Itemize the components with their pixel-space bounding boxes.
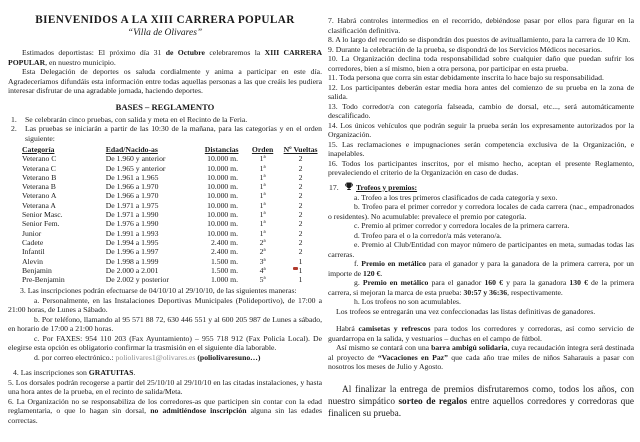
- table-cell: De 1.961 a 1.965: [105, 172, 159, 182]
- categories-table: [22, 145, 322, 284]
- final-paragraph: Al finalizar la entrega de premios disfrutaremos como, todos los años, con nuestro simpático sorteo de regalos entre aquellos corredores y corredoras que finalicen su prueba.: [328, 384, 634, 420]
- trophy-icon: [345, 182, 353, 194]
- intro-paragraph-2: Esta Delegación de deportes os saluda cordialmente y anima a participar en este día. Agradeceríamos difundáis esta información entre todas aquellas personas a las que creáis les pudiera interesar disfrutar de una agradable jornada, haciendo deportes.: [8, 67, 322, 95]
- rule-item-2-number: 2.: [11, 124, 17, 133]
- table-cell: 10.000 m.: [207, 172, 239, 182]
- table-cell: 1: [298, 265, 303, 275]
- table-cell: De 1.996 a 1.997: [105, 247, 159, 257]
- table-cell: 1ª: [259, 172, 266, 182]
- table-cell: 5ª: [259, 275, 266, 285]
- table-header-row: [22, 145, 322, 154]
- right-column: [328, 4, 634, 442]
- table-cell: 10.000 m.: [207, 163, 239, 173]
- table-cell: 2: [298, 228, 303, 238]
- table-cell: 2: [298, 154, 303, 164]
- table-cell: 1: [298, 275, 303, 285]
- table-row: [22, 247, 322, 256]
- bases-heading: BASES – REGLAMENTO: [115, 101, 215, 112]
- table-cell: De 1.971 a 1.990: [105, 210, 159, 220]
- table-cell: 2: [298, 200, 303, 210]
- prize-item-e: e. Premio al Club/Entidad con mayor número de participantes en meta, sumadas todas las carreras.: [328, 240, 634, 259]
- table-row: [22, 191, 322, 200]
- table-cell: 1ª: [259, 163, 266, 173]
- table-cell: Junior: [22, 228, 42, 238]
- table-row: [22, 275, 322, 284]
- table-cell: De 1.998 a 1.999: [105, 256, 159, 266]
- table-cell: 10.000 m.: [207, 200, 239, 210]
- table-cell: De 1.965 y anterior: [105, 163, 166, 173]
- rule-item-16: 16. Todos los participantes inscritos, por el mismo hecho, aceptan el presente Reglamento, prevaleciendo el criterio de la Organización en caso de dudas.: [328, 158, 634, 177]
- table-row: [22, 173, 322, 182]
- prize-item-a: a. Trofeo a los tres primeros clasificados de cada categoría y sexo.: [354, 192, 558, 202]
- table-cell: 1.500 m.: [210, 256, 239, 266]
- page-title: BIENVENIDOS A LA XIII CARRERA POPULAR: [35, 14, 295, 26]
- table-cell: Veterano B: [22, 172, 57, 182]
- prize-item-f: f. Premio en metálico para el ganador y para la ganadora de la primera carrera, por un importe de 120 €.: [328, 259, 635, 278]
- table-cell: 2.400 m.: [210, 247, 239, 257]
- table-cell: 1: [298, 256, 303, 266]
- table-cell: 1.500 m.: [210, 265, 239, 275]
- table-row: [22, 210, 322, 219]
- table-row: [22, 182, 322, 191]
- rule-item-5: 5. Los dorsales podrán recogerse a partir del 25/10/10 al 29/10/10 en las citadas instalaciones, y hasta una hora antes de la prueba, en el recinto de salida/Meta.: [8, 377, 322, 397]
- table-cell: 2.400 m.: [210, 237, 239, 247]
- table-cell: Veterana A: [22, 200, 56, 210]
- intro-paragraph-1: Estimados deportistas: El próximo día 31 de Octubre celebraremos la XIII CARRERA POPULAR, en nuestro municipio.: [8, 48, 322, 67]
- table-cell: 2: [298, 191, 303, 201]
- table-cell: 2: [298, 219, 303, 229]
- table-row: [22, 201, 322, 210]
- rule-item-8: 8. A lo largo del recorrido se dispondrán dos puestos de avituallamiento, para la carrera de 10 Km.: [328, 35, 631, 44]
- table-cell: De 2.000 a 2.001: [105, 265, 159, 275]
- table-cell: Senior Masc.: [22, 210, 63, 220]
- table-cell: De 1.971 a 1.975: [105, 200, 159, 210]
- table-cell: 2ª: [259, 237, 266, 247]
- rule-item-3: 3. Las inscripciones podrán efectuarse de 04/10/10 al 29/10/10, de las siguientes maneras:: [20, 286, 297, 296]
- table-cell: 3ª: [259, 256, 266, 266]
- table-cell: 1ª: [259, 210, 266, 220]
- rule-item-10: 10. La Organización declina toda responsabilidad sobre cualquier daño que puedan sufrir los corredores, bien a sí mismo, bien a otra persona, por participar en esta prueba.: [328, 54, 634, 73]
- table-cell: De 1.960 y anterior: [105, 154, 166, 164]
- table-header-cell: Edad/Nacido-as: [105, 145, 158, 154]
- rule-item-13: 13. Todo corredor/a con categoría falseada, cambio de dorsal, etc..., será automáticamente descalificado.: [328, 101, 634, 120]
- table-cell: 4ª: [259, 265, 266, 275]
- trophies-closing-note: Los trofeos se entregarán una vez confeccionadas las listas definitivas de ganadores.: [336, 306, 596, 316]
- rule-item-1-text: Se celebrarán cinco pruebas, con salida y meta en el Recinto de la Feria.: [25, 114, 248, 124]
- prize-item-c: c. Premio al primer corredor y corredora locales de la primera carrera.: [354, 221, 570, 230]
- rule-item-3d: d. por correo electrónico.: poliolivares1@olivares.es (poliolivaresuno…): [34, 352, 261, 362]
- rule-item-17-number: 17.: [329, 182, 339, 192]
- table-cell: Infantil: [22, 247, 45, 257]
- table-row: [22, 154, 322, 163]
- rule-item-6: 6. La Organización no se responsabiliza de los corredores-as que participen sin contar con la edad reglamentaria, o que lo hagan sin dorsal, no admitiéndose inscripción alguna sin las edades correctas.: [8, 396, 322, 425]
- table-cell: 1ª: [259, 191, 266, 201]
- table-cell: 1ª: [259, 154, 266, 164]
- page-subtitle: “Villa de Olivares”: [127, 28, 203, 38]
- left-column: [8, 4, 322, 442]
- table-row: [22, 238, 322, 247]
- table-cell: Veterano A: [22, 191, 57, 201]
- table-row: [22, 266, 322, 275]
- table-cell: De 2.002 y posterior: [105, 275, 169, 285]
- table-header-cell: Orden: [251, 145, 274, 154]
- rule-item-7: 7. Habrá controles intermedios en el recorrido, debiéndose pasar por ellos para figurar en la clasificación definitiva.: [328, 16, 634, 35]
- rule-item-3b: b. Por teléfono, llamando al 95 571 88 72, 630 446 551 y al 600 205 987 de Lunes a sábado, en horario de 17:00 a 21:00 horas.: [8, 314, 322, 334]
- table-cell: Veterana B: [22, 182, 56, 192]
- table-cell: 2: [298, 172, 303, 182]
- table-cell: De 1.994 a 1.995: [105, 237, 159, 247]
- table-cell: Senior Fem.: [22, 219, 60, 229]
- table-row: [22, 229, 322, 238]
- table-cell: Pre-Benjamin: [22, 275, 65, 285]
- table-cell: De 1.966 a 1.970: [105, 191, 159, 201]
- table-cell: 1ª: [259, 200, 266, 210]
- prize-item-h: h. Los trofeos no son acumulables.: [354, 297, 461, 306]
- table-cell: Cadete: [22, 237, 44, 247]
- table-cell: 2ª: [259, 247, 266, 257]
- table-row: [22, 219, 322, 228]
- table-cell: 1ª: [259, 182, 266, 192]
- table-cell: 2: [298, 182, 303, 192]
- table-cell: 10.000 m.: [207, 219, 239, 229]
- rule-item-11: 11. Toda persona que corra sin estar debidamente inscrita lo hace bajo su responsabilidad.: [328, 73, 604, 82]
- prize-item-d: d. Trofeo para el o la corredor/a más veterano/a.: [354, 230, 502, 240]
- table-cell: 10.000 m.: [207, 154, 239, 164]
- prize-item-g: g. Premio en metálico para el ganador 160 € y para la ganadora 130 € de la primera carrera, si mejoran la marca de esta prueba: 30:57 y 36:36, respectivamente.: [328, 278, 635, 297]
- rule-item-14: 14. Los únicos vehículos que podrán seguir la prueba serán los expresamente autorizados por la Organización.: [328, 120, 634, 139]
- table-cell: Benjamin: [22, 265, 52, 275]
- rules-list: [8, 115, 322, 144]
- rule-item-3a: a. Personalmente, en las Instalaciones Deportivas Municipales (Polideportivo), de 17:00 a 21:00 horas, de Lunes a Sábado.: [8, 295, 322, 315]
- table-cell: 1.000 m.: [210, 275, 239, 285]
- table-row: [22, 257, 322, 266]
- table-cell: De 1.991 a 1.993: [105, 228, 159, 238]
- table-cell: 10.000 m.: [207, 228, 239, 238]
- rule-item-3c: c. Por FAXES: 954 110 203 (Fax Ayuntamiento) – 955 718 912 (Fax Policía Local). De elegirse esta opción es obligatorio confirmar la trasmisión en el siguiente día laborable.: [8, 333, 322, 353]
- table-cell: 10.000 m.: [207, 191, 239, 201]
- rule-item-15: 15. Las reclamaciones e impugnaciones serán competencia exclusiva de la Organización, e inapelables.: [328, 139, 634, 158]
- table-header-cell: Distancias: [204, 145, 239, 154]
- table-cell: 1ª: [259, 219, 266, 229]
- table-header-cell: Nº Vueltas: [283, 145, 318, 154]
- table-cell: 2: [298, 210, 303, 220]
- table-cell: 2: [298, 247, 303, 257]
- table-cell: De 1.976 a 1.990: [105, 219, 159, 229]
- table-cell: 1ª: [259, 228, 266, 238]
- prize-item-b: b. Trofeo para el primer corredor y corredora locales de cada carrera (nac., empadronados o residentes). No acumulable: prevalece el premio por categoría.: [328, 202, 634, 221]
- table-cell: Alevin: [22, 256, 43, 266]
- email-link[interactable]: poliolivares1@olivares.es: [115, 352, 196, 362]
- rule-item-17: [328, 181, 634, 193]
- rule-item-9: 9. Durante la celebración de la prueba, se dispondrá de los Servicios Médicos necesarios.: [328, 44, 603, 54]
- table-cell: 10.000 m.: [207, 210, 239, 220]
- extras-paragraph-1: Habrá camisetas y refrescos para todos los corredores y corredoras, así como servicio de guardarropa en la salida, y vestuarios – duchas en el campo de fútbol.: [328, 324, 635, 343]
- table-cell: 2: [298, 163, 303, 173]
- table-cell: Veterano C: [22, 154, 57, 164]
- table-header-cell: Categoría: [22, 145, 55, 154]
- extras-paragraph-2: Así mismo se contará con una barra ambigú solidaria, cuya recaudación íntegra será destinada al proyecto de “Vacaciones en Paz” que cada año trae miles de niños Saharauis a pasar con nosotros los meses de Julio y Agosto.: [328, 343, 635, 371]
- rule-item-1: [8, 115, 322, 125]
- rule-item-1-number: 1.: [11, 114, 17, 124]
- table-cell: Veterana C: [22, 163, 56, 173]
- rule-item-2: [8, 124, 322, 143]
- rule-item-12: 12. Los participantes deberán estar media hora antes del comienzo de su prueba en la zona de salida.: [328, 82, 634, 101]
- table-row: [22, 164, 322, 173]
- table-cell: De 1.966 a 1.970: [105, 182, 159, 192]
- rule-item-2-text: Las pruebas se iniciarán a partir de las 10:30 de la mañana, para las categorías y en el orden siguiente:: [25, 124, 322, 143]
- categories-table-body: [22, 154, 322, 284]
- rule-item-4: 4. Las inscripciones son GRATUITAS.: [13, 368, 136, 378]
- rule-item-17-title: Trofeos y premios:: [356, 182, 418, 192]
- red-annotation-mark: [293, 267, 298, 270]
- table-cell: 10.000 m.: [207, 182, 239, 192]
- table-cell: 2: [298, 237, 303, 247]
